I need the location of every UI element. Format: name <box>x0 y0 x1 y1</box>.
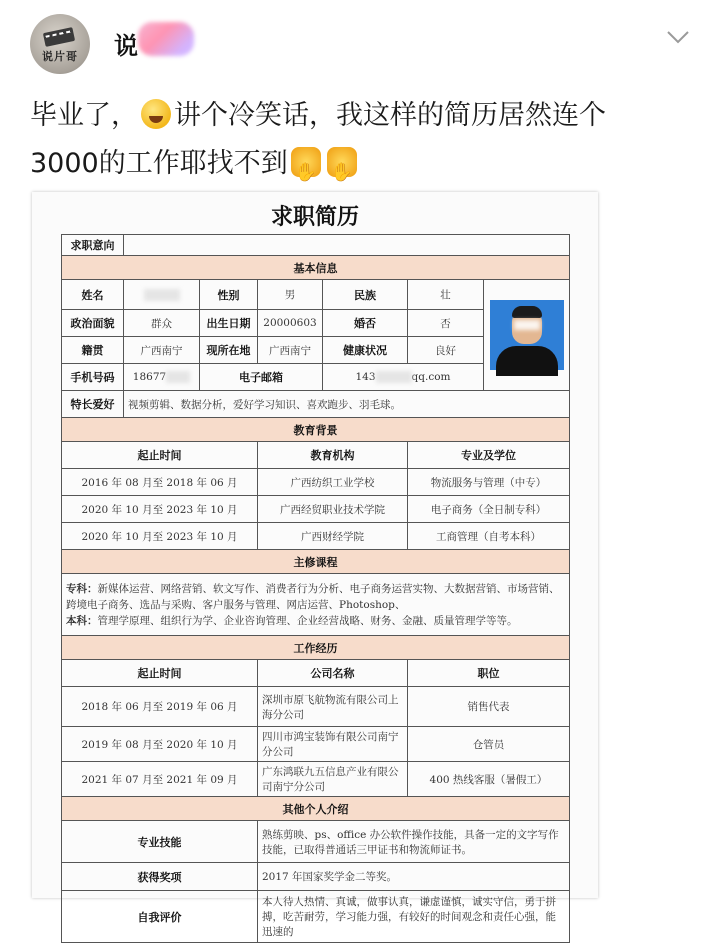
work-company: 深圳市原飞航物流有限公司上海分公司 <box>258 687 408 727</box>
political-label: 政治面貌 <box>62 310 124 337</box>
skill-label: 专业技能 <box>62 821 258 863</box>
email-text-b: qq.com <box>411 371 451 383</box>
laugh-cry-emoji-icon <box>141 99 171 129</box>
married-label: 婚否 <box>323 310 408 337</box>
work-time: 2018 年 06 月至 2019 年 06 月 <box>62 687 258 727</box>
residence-value: 广西南宁 <box>258 337 323 364</box>
birth-label: 出生日期 <box>200 310 258 337</box>
work-header-company: 公司名称 <box>258 660 408 687</box>
work-header-position: 职位 <box>408 660 570 687</box>
table-row <box>62 762 570 797</box>
username[interactable]: 说 <box>114 32 138 60</box>
phone-mask <box>166 371 190 383</box>
phone-value <box>124 364 200 391</box>
edu-major: 物流服务与管理（中专） <box>408 469 570 496</box>
clapperboard-icon <box>43 27 75 47</box>
avatar[interactable] <box>30 14 90 74</box>
edu-header-time: 起止时间 <box>62 442 258 469</box>
birth-value: 20000603 <box>258 310 323 337</box>
email-value <box>323 364 484 391</box>
section-work: 工作经历 <box>62 636 570 660</box>
chevron-down-icon[interactable] <box>666 30 690 44</box>
native-label: 籍贯 <box>62 337 124 364</box>
edu-time: 2016 年 08 月至 2018 年 06 月 <box>62 469 258 496</box>
edu-header-major: 专业及学位 <box>408 442 570 469</box>
section-courses: 主修课程 <box>62 550 570 574</box>
name-label: 姓名 <box>62 280 124 310</box>
award-label: 获得奖项 <box>62 863 258 891</box>
self-eval-label: 自我评价 <box>62 891 258 943</box>
work-position: 400 热线客服（暑假工） <box>408 762 570 797</box>
ethnic-value: 壮 <box>408 280 484 310</box>
hobby-label: 特长爱好 <box>62 391 124 418</box>
zhuanke-label: 专科： <box>66 582 98 595</box>
benke-courses: 管理学原理、组织行为学、企业咨询管理、企业经营战略、财务、金融、质量管理学等等。 <box>97 614 518 627</box>
edu-header-org: 教育机构 <box>258 442 408 469</box>
zhuanke-courses: 新媒体运营、网络营销、软文写作、消费者行为分析、电子商务运营实物、大数据营销、市场营销、跨境电子商务、选品与采购、客户服务与管理、网店运营、Photoshop、 <box>66 582 560 611</box>
email-label: 电子邮箱 <box>200 364 323 391</box>
work-header-time: 起止时间 <box>62 660 258 687</box>
award-value: 2017 年国家奖学金二等奖。 <box>258 863 570 891</box>
edu-org: 广西纺织工业学校 <box>258 469 408 496</box>
phone-label: 手机号码 <box>62 364 124 391</box>
table-row <box>62 496 570 523</box>
work-position: 销售代表 <box>408 687 570 727</box>
edu-org: 广西财经学院 <box>258 523 408 550</box>
username-blur <box>138 22 194 56</box>
courses-content <box>62 574 570 636</box>
edu-major: 电子商务（全日制专科） <box>408 496 570 523</box>
edu-time: 2020 年 10 月至 2023 年 10 月 <box>62 496 258 523</box>
post-text-line1: 毕业了， <box>30 100 138 131</box>
post-text-line2: 3000的工作耶找不到 <box>30 148 288 179</box>
self-eval-value: 本人待人热情、真诚，做事认真，谦虚谨慎，诚实守信，勇于拼搏，吃苦耐劳，学习能力强，有较好的时间观念和责任心强，能迅速的 <box>258 891 570 943</box>
work-company: 四川市鸿宝装饰有限公司南宁分公司 <box>258 727 408 762</box>
email-mask <box>376 371 412 383</box>
post-text <box>30 92 695 188</box>
work-time: 2021 年 07 月至 2021 年 09 月 <box>62 762 258 797</box>
photo-cell <box>484 280 570 391</box>
edu-major: 工商管理（自考本科） <box>408 523 570 550</box>
phone-text: 18677 <box>132 371 167 383</box>
political-value: 群众 <box>124 310 200 337</box>
gender-value: 男 <box>258 280 323 310</box>
resume-table <box>61 234 570 943</box>
benke-label: 本科： <box>66 614 98 627</box>
name-mask <box>144 289 180 301</box>
section-other: 其他个人介绍 <box>62 797 570 821</box>
clap-emoji-icon <box>327 147 357 177</box>
work-company: 广东鸿联九五信息产业有限公司南宁分公司 <box>258 762 408 797</box>
hobby-value: 视频剪辑、数据分析，爱好学习知识、喜欢跑步、羽毛球。 <box>124 391 570 418</box>
edu-org: 广西经贸职业技术学院 <box>258 496 408 523</box>
post-header <box>0 0 720 80</box>
work-time: 2019 年 08 月至 2020 年 10 月 <box>62 727 258 762</box>
skill-value: 熟练剪映、ps、office 办公软件操作技能，具备一定的文字写作技能，已取得普通话三甲证书和物流师证书。 <box>258 821 570 863</box>
avatar-text: 说片哥 <box>42 50 78 63</box>
married-value: 否 <box>408 310 484 337</box>
table-row <box>62 523 570 550</box>
intent-label: 求职意向 <box>62 235 124 256</box>
health-label: 健康状况 <box>323 337 408 364</box>
name-value <box>124 280 200 310</box>
residence-label: 现所在地 <box>200 337 258 364</box>
email-text-a: 143 <box>355 371 376 383</box>
section-basic: 基本信息 <box>62 256 570 280</box>
resume-title: 求职简历 <box>270 205 359 230</box>
intent-value <box>124 235 570 256</box>
post-text-line1b: 讲个冷笑话，我这样的简历居然连个 <box>174 100 606 131</box>
edu-time: 2020 年 10 月至 2023 年 10 月 <box>62 523 258 550</box>
gender-label: 性别 <box>200 280 258 310</box>
work-position: 仓管员 <box>408 727 570 762</box>
clap-emoji-icon <box>291 147 321 177</box>
section-education: 教育背景 <box>62 418 570 442</box>
table-row <box>62 469 570 496</box>
portrait-photo <box>490 300 564 370</box>
table-row <box>62 687 570 727</box>
health-value: 良好 <box>408 337 484 364</box>
resume-image[interactable] <box>32 192 598 938</box>
native-value: 广西南宁 <box>124 337 200 364</box>
ethnic-label: 民族 <box>323 280 408 310</box>
table-row <box>62 727 570 762</box>
